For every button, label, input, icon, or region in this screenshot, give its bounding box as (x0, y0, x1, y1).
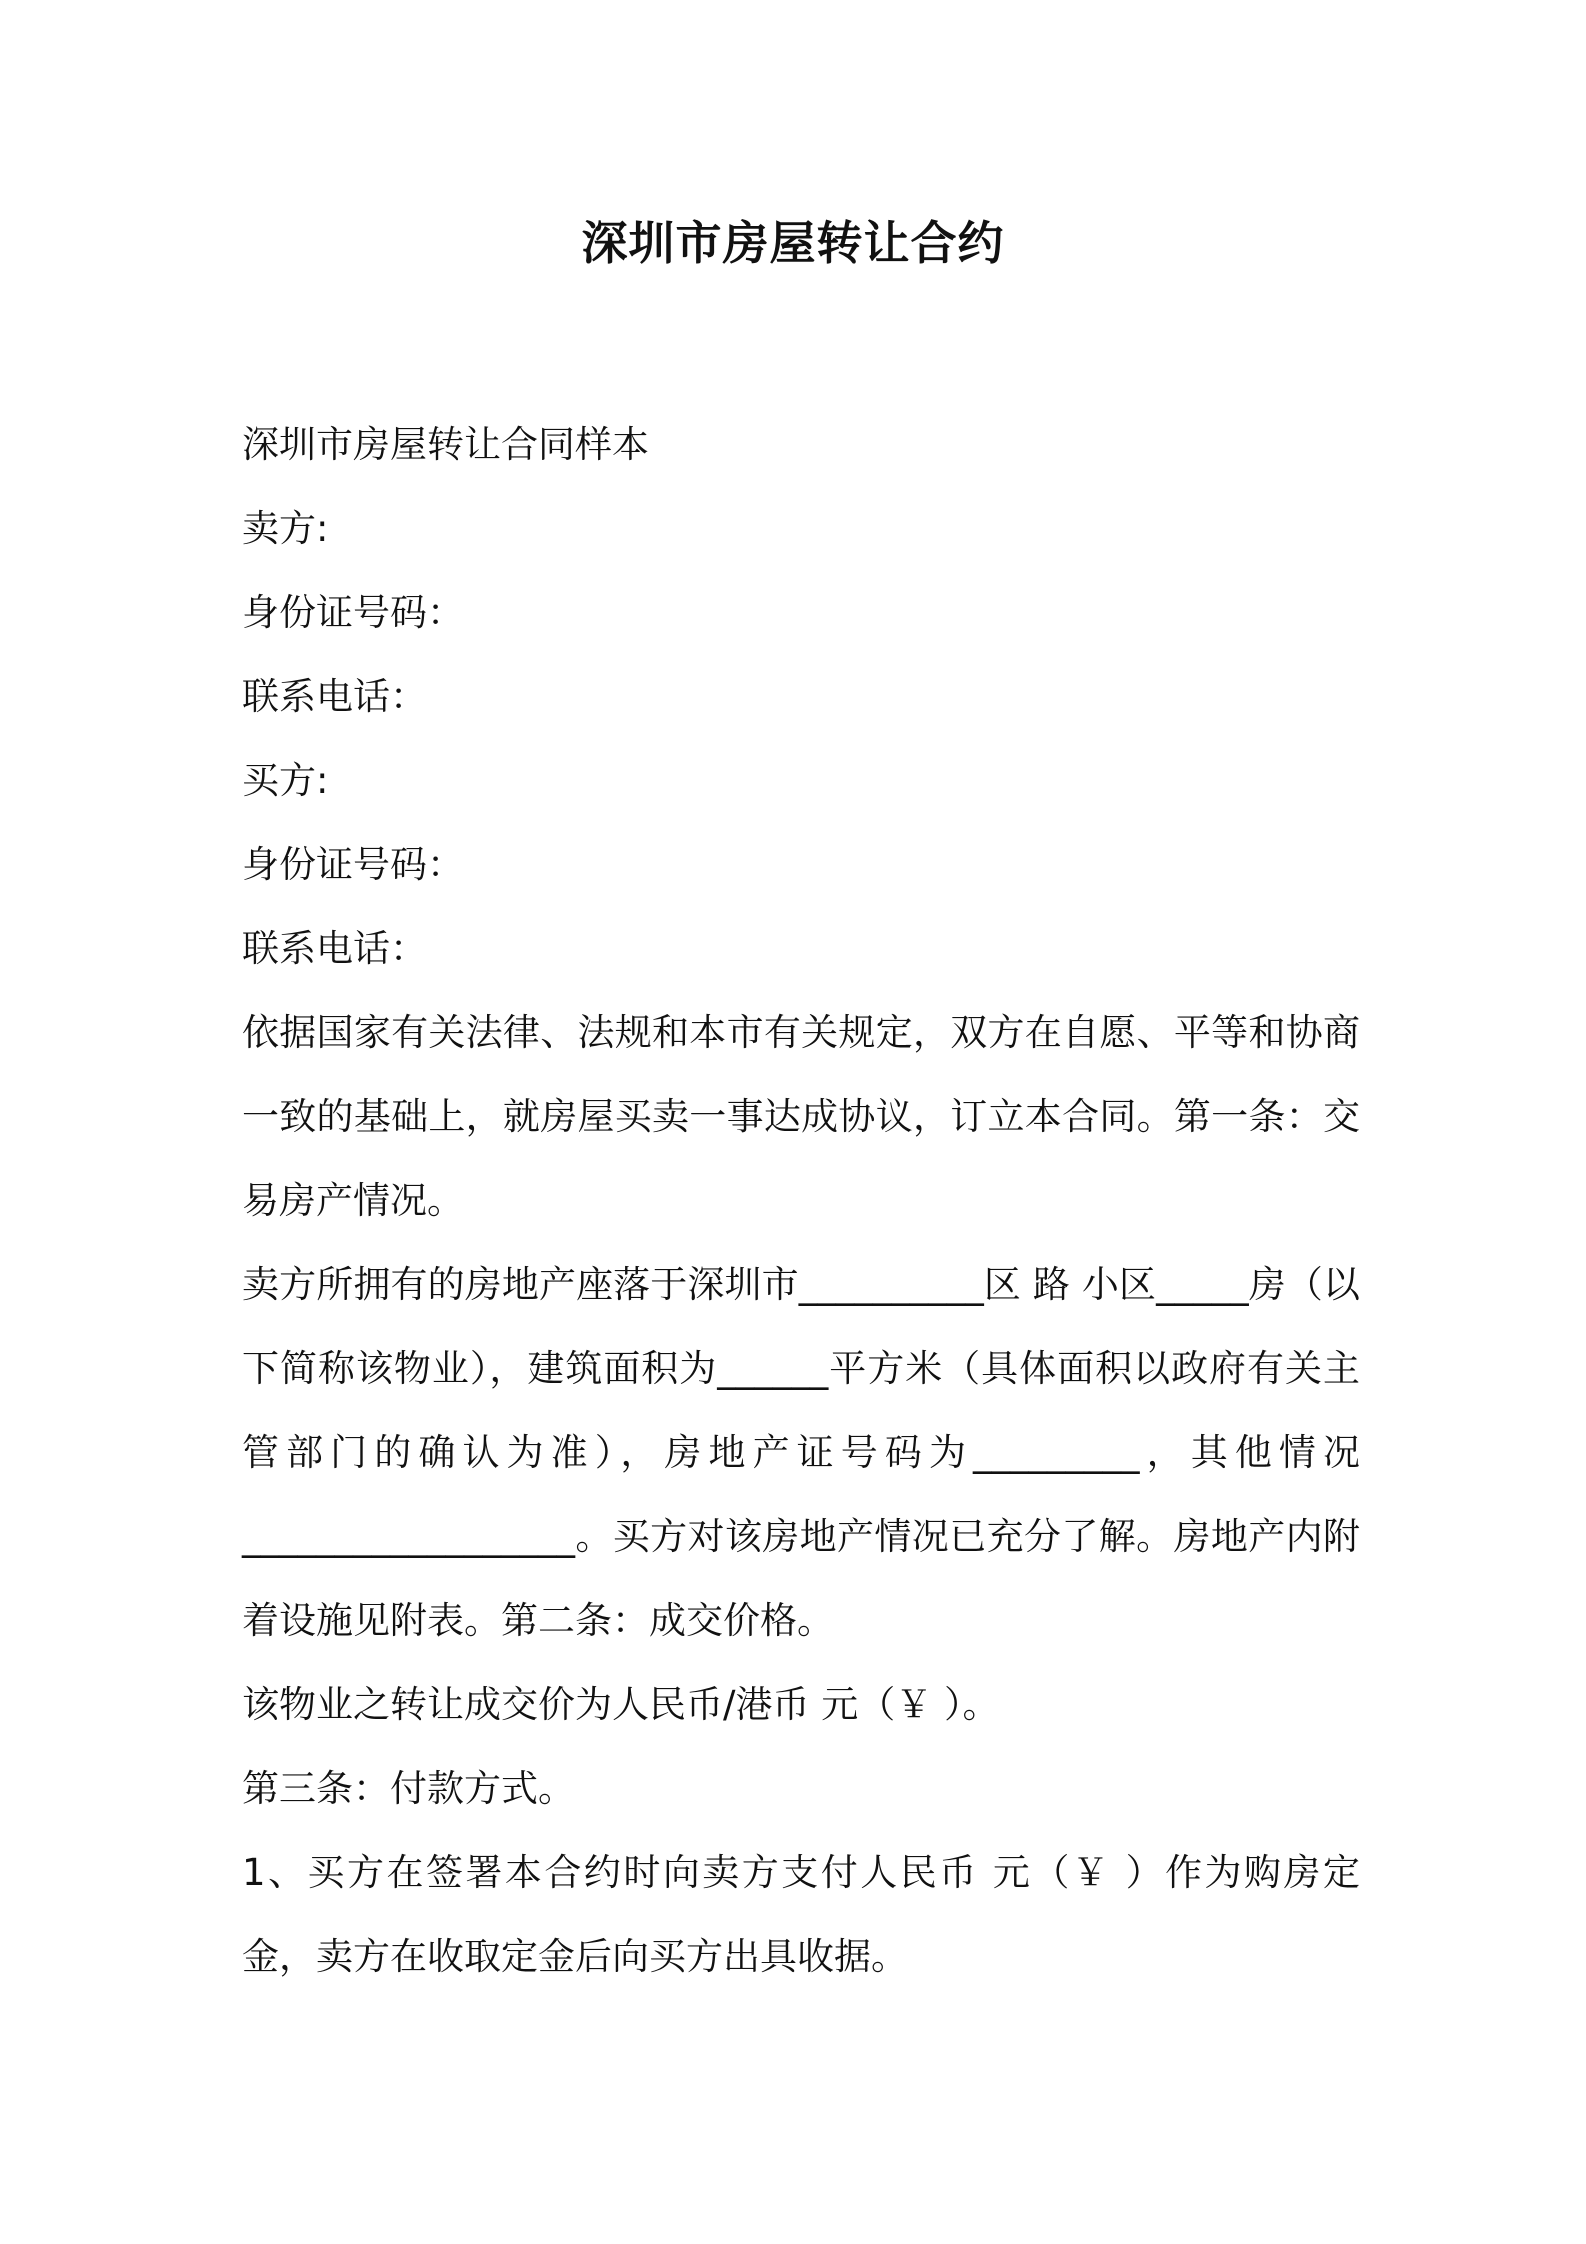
preamble-paragraph: 依据国家有关法律、法规和本市有关规定，双方在自愿、平等和协商一致的基础上，就房屋买卖一事达成协议，订立本合同。第一条：交易房产情况。 (242, 1011, 1360, 1222)
buyer-label: 买方: (242, 759, 329, 802)
property-paragraph: 卖方所拥有的房地产座落于深圳市__________区 路 小区_____房（以下简称该物业），建筑面积为______平方米（具体面积以政府有关主管部门的确认为准），房地产证号码为_________，其他情况__________________。买方对该房地产情况已充分了解。房地产内附着设施见附表。第二条：成交价格。 (242, 1263, 1360, 1642)
price-paragraph: 该物业之转让成交价为人民币/港币 元（￥ ）。 (242, 1683, 1000, 1726)
seller-id-label: 身份证号码： (242, 591, 464, 634)
seller-phone-label: 联系电话： (242, 675, 427, 718)
document-title: 深圳市房屋转让合约 (581, 216, 1005, 270)
document-body (242, 403, 1360, 1999)
seller-label: 卖方: (242, 507, 329, 550)
buyer-phone-label: 联系电话： (242, 927, 427, 970)
deposit-paragraph: 1、买方在签署本合约时向卖方支付人民币 元（￥ ）作为购房定金，卖方在收取定金后向买方出具收据。 (242, 1851, 1360, 1978)
buyer-id-label: 身份证号码： (242, 843, 464, 886)
subtitle-paragraph: 深圳市房屋转让合同样本 (242, 423, 649, 466)
payment-heading: 第三条：付款方式。 (242, 1767, 575, 1810)
